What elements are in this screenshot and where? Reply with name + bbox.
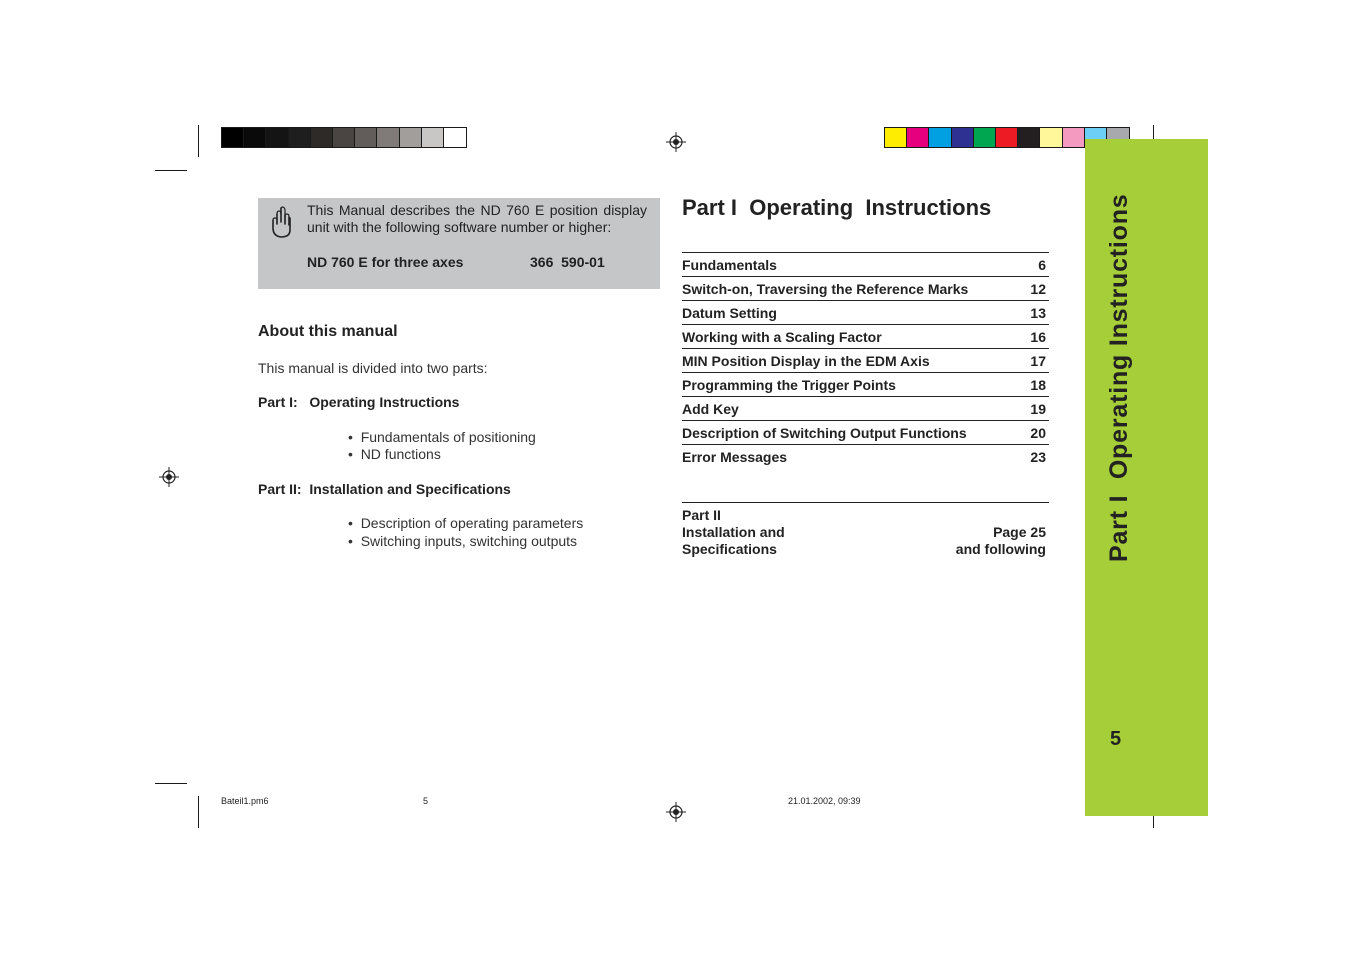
part2-label: Part II: Installation and Specifications — [258, 481, 511, 497]
color-swatch — [355, 128, 377, 147]
color-swatch — [1018, 128, 1040, 147]
toc-row[interactable]: Switch-on, Traversing the Reference Marks 12 — [682, 277, 1049, 301]
color-swatch — [422, 128, 444, 147]
color-swatch — [974, 128, 996, 147]
list-item: • ND functions — [348, 446, 441, 462]
about-intro: This manual is divided into two parts: — [258, 360, 488, 376]
footer-timestamp: 21.01.2002, 09:39 — [788, 796, 861, 806]
list-item: • Description of operating parameters — [348, 515, 584, 531]
toc-row[interactable]: Programming the Trigger Points 18 — [682, 373, 1049, 397]
product-name: ND 760 E for three axes — [307, 254, 464, 270]
registration-mark-icon — [666, 802, 686, 822]
grayscale-color-bar — [221, 127, 467, 148]
registration-mark-icon — [666, 132, 686, 152]
color-swatch — [952, 128, 974, 147]
list-item: • Fundamentals of positioning — [348, 429, 536, 445]
color-swatch — [1063, 128, 1085, 147]
toc-row[interactable]: MIN Position Display in the EDM Axis 17 — [682, 349, 1049, 373]
software-number: 366 590-01 — [530, 254, 605, 270]
table-of-contents — [682, 252, 1049, 468]
color-swatch — [266, 128, 288, 147]
crop-mark — [198, 125, 199, 157]
color-swatch — [885, 128, 907, 147]
crop-mark — [155, 783, 187, 784]
part2-reference[interactable] — [682, 502, 1049, 561]
note-text: This Manual describes the ND 760 E position display unit with the following software number or higher: — [307, 202, 647, 235]
toc-row[interactable]: Datum Setting 13 — [682, 301, 1049, 325]
part2-page: and following — [955, 541, 1046, 557]
color-swatch — [996, 128, 1018, 147]
color-swatch — [333, 128, 355, 147]
color-swatch — [907, 128, 929, 147]
color-swatch — [400, 128, 422, 147]
toc-row[interactable]: Error Messages 23 — [682, 448, 1046, 465]
page-number: 5 — [1110, 728, 1122, 750]
about-heading: About this manual — [258, 323, 398, 340]
registration-mark-icon — [159, 467, 179, 487]
part2-subtitle: Installation and — [682, 524, 785, 540]
color-swatch — [929, 128, 951, 147]
part2-subtitle: Specifications — [682, 541, 777, 557]
footer-page: 5 — [423, 796, 429, 806]
part2-title: Part II — [682, 507, 721, 523]
part2-page: Page 25 — [993, 524, 1046, 540]
crop-mark — [198, 796, 199, 828]
color-swatch — [377, 128, 399, 147]
color-swatch — [1040, 128, 1062, 147]
section-tab — [1085, 139, 1208, 816]
toc-row[interactable]: Fundamentals 6 — [682, 253, 1049, 277]
pointing-hand-icon — [268, 206, 296, 240]
section-tab-title: Part I Operating Instructions — [1105, 193, 1133, 562]
crop-mark — [155, 170, 187, 171]
color-swatch — [289, 128, 311, 147]
toc-row[interactable]: Add Key 19 — [682, 397, 1049, 421]
color-swatch — [222, 128, 244, 147]
color-swatch — [311, 128, 333, 147]
list-item: • Switching inputs, switching outputs — [348, 533, 578, 549]
part1-label: Part I: Operating Instructions — [258, 394, 460, 410]
page-title: Part I Operating Instructions — [682, 195, 992, 220]
toc-row[interactable]: Description of Switching Output Functions 20 — [682, 421, 1049, 445]
toc-row[interactable]: Working with a Scaling Factor 16 — [682, 325, 1049, 349]
color-swatch — [244, 128, 266, 147]
footer-filename: Bateil1.pm6 — [221, 796, 269, 806]
software-note-box — [258, 198, 660, 289]
color-swatch — [444, 128, 466, 147]
